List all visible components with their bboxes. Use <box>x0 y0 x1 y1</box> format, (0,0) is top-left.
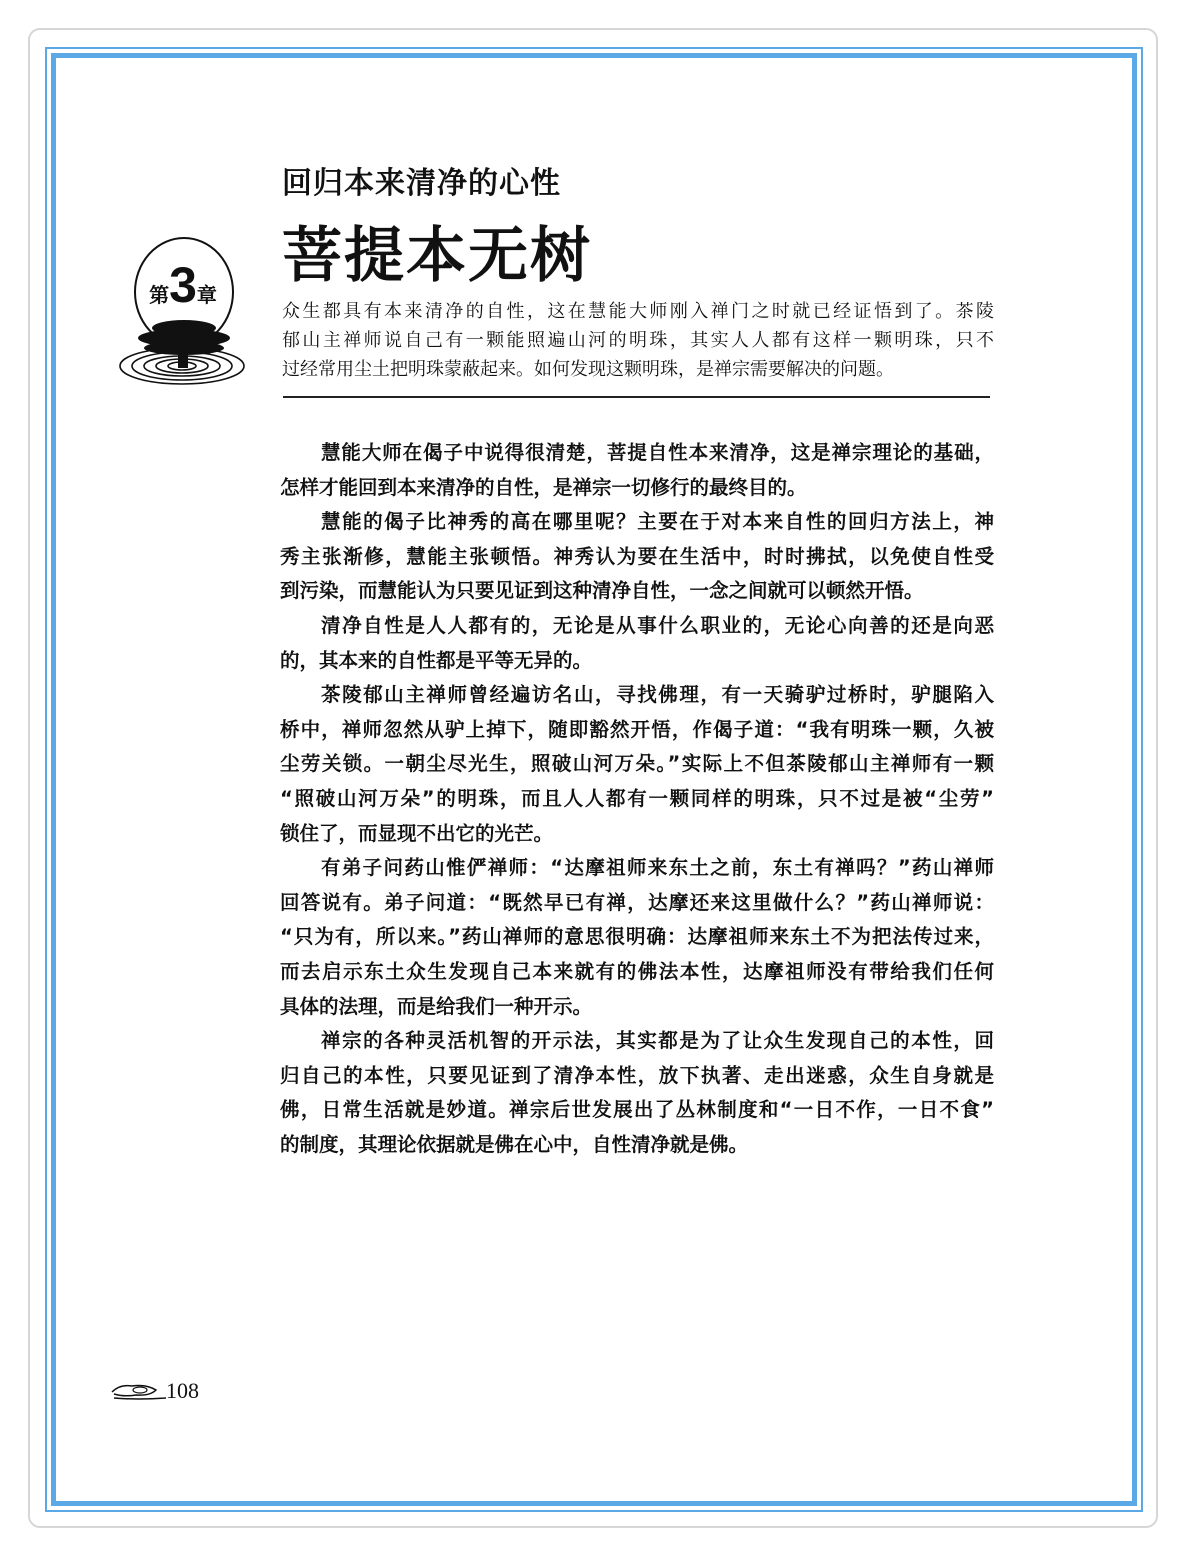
chapter-title: 菩提本无树 <box>282 221 592 291</box>
paragraph-line: 的，其本来的自性都是平等无异的。 <box>280 648 593 672</box>
paragraph-line: 禅宗的各种灵活机智的开示法，其实都是为了让众生发现自己的本性，回 <box>321 1029 994 1053</box>
chapter-subtitle: 回归本来清净的心性 <box>282 166 561 201</box>
paragraph-line: 到污染，而慧能认为只要见证到这种清净自性，一念之间就可以顿然开悟。 <box>280 579 924 603</box>
paragraph-line: 怎样才能回到本来清净的自性，是禅宗一切修行的最终目的。 <box>280 475 807 499</box>
paragraph-line: 慧能大师在偈子中说得很清楚，菩提自性本来清净，这是禅宗理论的基础， <box>321 441 994 464</box>
intro-divider <box>283 396 990 398</box>
intro-line: 众生都具有本来清净的自性，这在慧能大师刚入禅门之时就已经证悟到了。茶陵 <box>282 301 994 322</box>
paragraph-line: “照破山河万朵”的明珠，而且人人都有一颗同样的明珠，只不过是被“尘劳” <box>280 786 994 810</box>
paragraph <box>280 851 994 1024</box>
paragraph-line: 回答说有。弟子问道：“既然早已有禅，达摩还来这里做什么？”药山禅师说： <box>280 890 994 914</box>
page-footer <box>110 1378 199 1404</box>
paragraph-line: 清净自性是人人都有的，无论是从事什么职业的，无论心向善的还是向恶 <box>321 613 994 637</box>
chapter-intro <box>282 297 994 384</box>
intro-line: 过经常用尘土把明珠蒙蔽起来。如何发现这颗明珠，是禅宗需要解决的问题。 <box>282 359 894 380</box>
cloud-ornament-icon <box>110 1380 166 1402</box>
paragraph-line: 桥中，禅师忽然从驴上掉下，随即豁然开悟，作偈子道：“我有明珠一颗，久被 <box>280 717 994 741</box>
paragraph-line: 尘劳关锁。一朝尘尽光生，照破山河万朵。”实际上不但茶陵郁山主禅师有一颗 <box>280 752 994 776</box>
paragraph-line: 锁住了，而显现不出它的光芒。 <box>280 821 554 845</box>
intro-line: 郁山主禅师说自己有一颗能照遍山河的明珠，其实人人都有这样一颗明珠，只不 <box>282 330 994 351</box>
chapter-prefix: 第 <box>149 283 170 307</box>
chapter-suffix: 章 <box>196 283 217 307</box>
paragraph-line: “只为有，所以来。”药山禅师的意思很明确：达摩祖师来东土不为把法传过来， <box>280 925 994 949</box>
paragraph <box>280 1024 994 1162</box>
paragraph <box>280 609 994 678</box>
chapter-number: 3 <box>169 257 197 313</box>
paragraph <box>280 678 994 851</box>
paragraph-line: 有弟子问药山惟俨禅师：“达摩祖师来东土之前，东土有禅吗？”药山禅师 <box>321 856 994 880</box>
paragraph-line: 而去启示东土众生发现自己本来就有的佛法本性，达摩祖师没有带给我们任何 <box>280 959 994 983</box>
paragraph <box>280 436 994 505</box>
paragraph-line: 慧能的偈子比神秀的高在哪里呢？主要在于对本来自性的回归方法上，神 <box>321 510 994 534</box>
paragraph-line: 的制度，其理论依据就是佛在心中，自性清净就是佛。 <box>280 1132 749 1156</box>
paragraph-line: 具体的法理，而是给我们一种开示。 <box>280 994 593 1018</box>
chapter-number-badge <box>133 256 233 314</box>
paragraph-line: 茶陵郁山主禅师曾经遍访名山，寻找佛理，有一天骑驴过桥时，驴腿陷入 <box>321 683 994 707</box>
paragraph-line: 归自己的本性，只要见证到了清净本性，放下执著、走出迷惑，众生自身就是 <box>280 1063 994 1087</box>
body-text <box>280 436 994 1162</box>
paragraph-line: 秀主张渐修，慧能主张顿悟。神秀认为要在生活中，时时拂拭，以免使自性受 <box>280 544 994 568</box>
paragraph <box>280 505 994 609</box>
paragraph-line: 佛，日常生活就是妙道。禅宗后世发展出了丛林制度和“一日不作，一日不食” <box>280 1098 994 1122</box>
page-number: 108 <box>166 1378 199 1403</box>
